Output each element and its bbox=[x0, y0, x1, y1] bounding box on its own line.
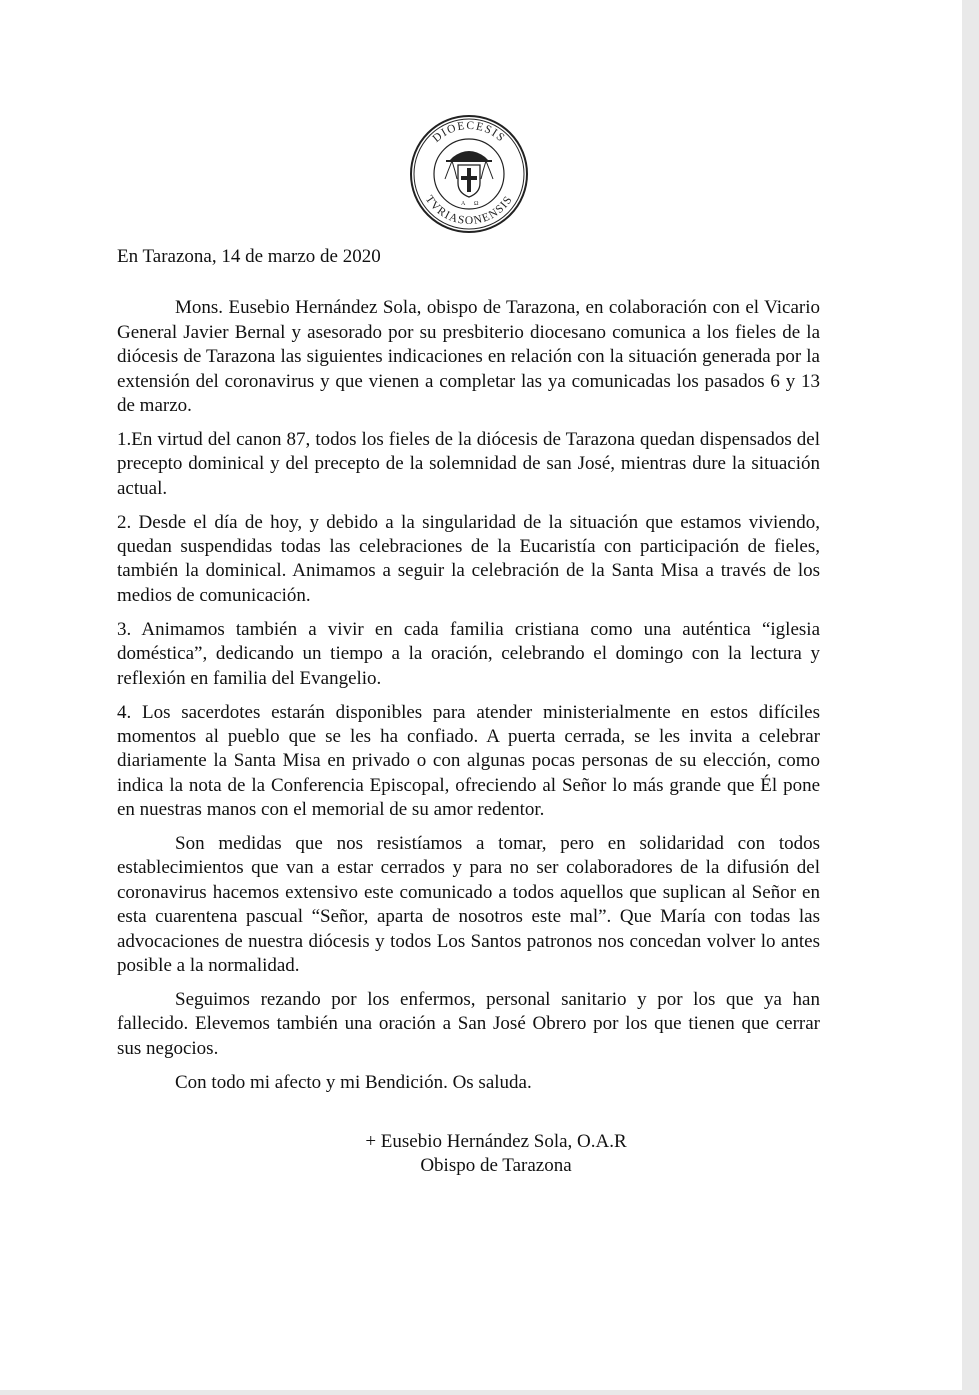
signature-name: + Eusebio Hernández Sola, O.A.R bbox=[365, 1131, 627, 1152]
item-3-paragraph: 3. Animamos también a vivir en cada familia cristiana como una auténtica “iglesia doméstica”, dedicando un tiempo a la oración, celebrando el domingo con la lectura y reflexión en familia del Evangelio. bbox=[117, 618, 820, 689]
seal-omega: Ω bbox=[474, 201, 479, 207]
intro-paragraph: Mons. Eusebio Hernández Sola, obispo de Tarazona, en colaboración con el Vicario General Javier Bernal y asesorado por su presbiterio diocesano comunica a los fieles de la diócesis de Tarazona las siguientes indicaciones en relación con la situación generada por la extensión del coronavirus y que vienen a completar las ya comunicadas los pasados 6 y 13 de marzo. bbox=[117, 297, 820, 417]
prayer-paragraph: Seguimos rezando por los enfermos, personal sanitario y por los que ya han fallecido. Elevemos también una oración a San José Obrero por los que tienen que cerrar sus negocios. bbox=[117, 988, 820, 1059]
seal-bottom-text: TVRIASONENSIS bbox=[422, 193, 516, 228]
seal-alpha: A bbox=[461, 201, 466, 207]
item-1-paragraph: 1.En virtud del canon 87, todos los fieles de la diócesis de Tarazona quedan dispensados del precepto dominical y del precepto de la solemnidad de san José, mientras dure la situación actual. bbox=[117, 428, 820, 499]
signature-title: Obispo de Tarazona bbox=[420, 1155, 572, 1177]
item-4-paragraph: 4. Los sacerdotes estarán disponibles para atender ministerialmente en estos difíciles momentos al pueblo que se les ha confiado. A puerta cerrada, se les invita a celebrar diariamente la Santa Misa en privado o con algunas pocas personas de su elección, como indica la nota de la Conferencia Episcopal, ofreciendo al Señor lo más grande que Él pone en nuestras manos con el memorial de su amor redentor. bbox=[117, 701, 820, 821]
diocese-seal-logo bbox=[408, 113, 530, 235]
signature-block bbox=[296, 1130, 696, 1179]
seal-top-text: DIOECESIS bbox=[430, 119, 508, 145]
item-2-paragraph: 2. Desde el día de hoy, y debido a la singularidad de la situación que estamos viviendo, quedan suspendidas todas las celebraciones de la Eucaristía con participación de fieles, también la dominical. Animamos a seguir la celebración de la Santa Misa a través de los medios de comunicación. bbox=[117, 511, 820, 606]
letter-body bbox=[117, 245, 820, 1095]
measures-paragraph: Son medidas que nos resistíamos a tomar, pero en solidaridad con todos establecimientos que van a estar cerrados y para no ser colaboradores de la difusión del coronavirus hacemos extensivo este comunicado a todos aquellos que suplican al Señor en esta cuarentena pascual “Señor, aparta de nosotros este mal”. Que María con todas las advocaciones de nuestra diócesis y todos Los Santos patronos nos concedan volver lo antes posible a la normalidad. bbox=[117, 833, 820, 977]
date-line: En Tarazona, 14 de marzo de 2020 bbox=[117, 246, 381, 267]
closing-line: Con todo mi afecto y mi Bendición. Os saluda. bbox=[175, 1071, 532, 1093]
